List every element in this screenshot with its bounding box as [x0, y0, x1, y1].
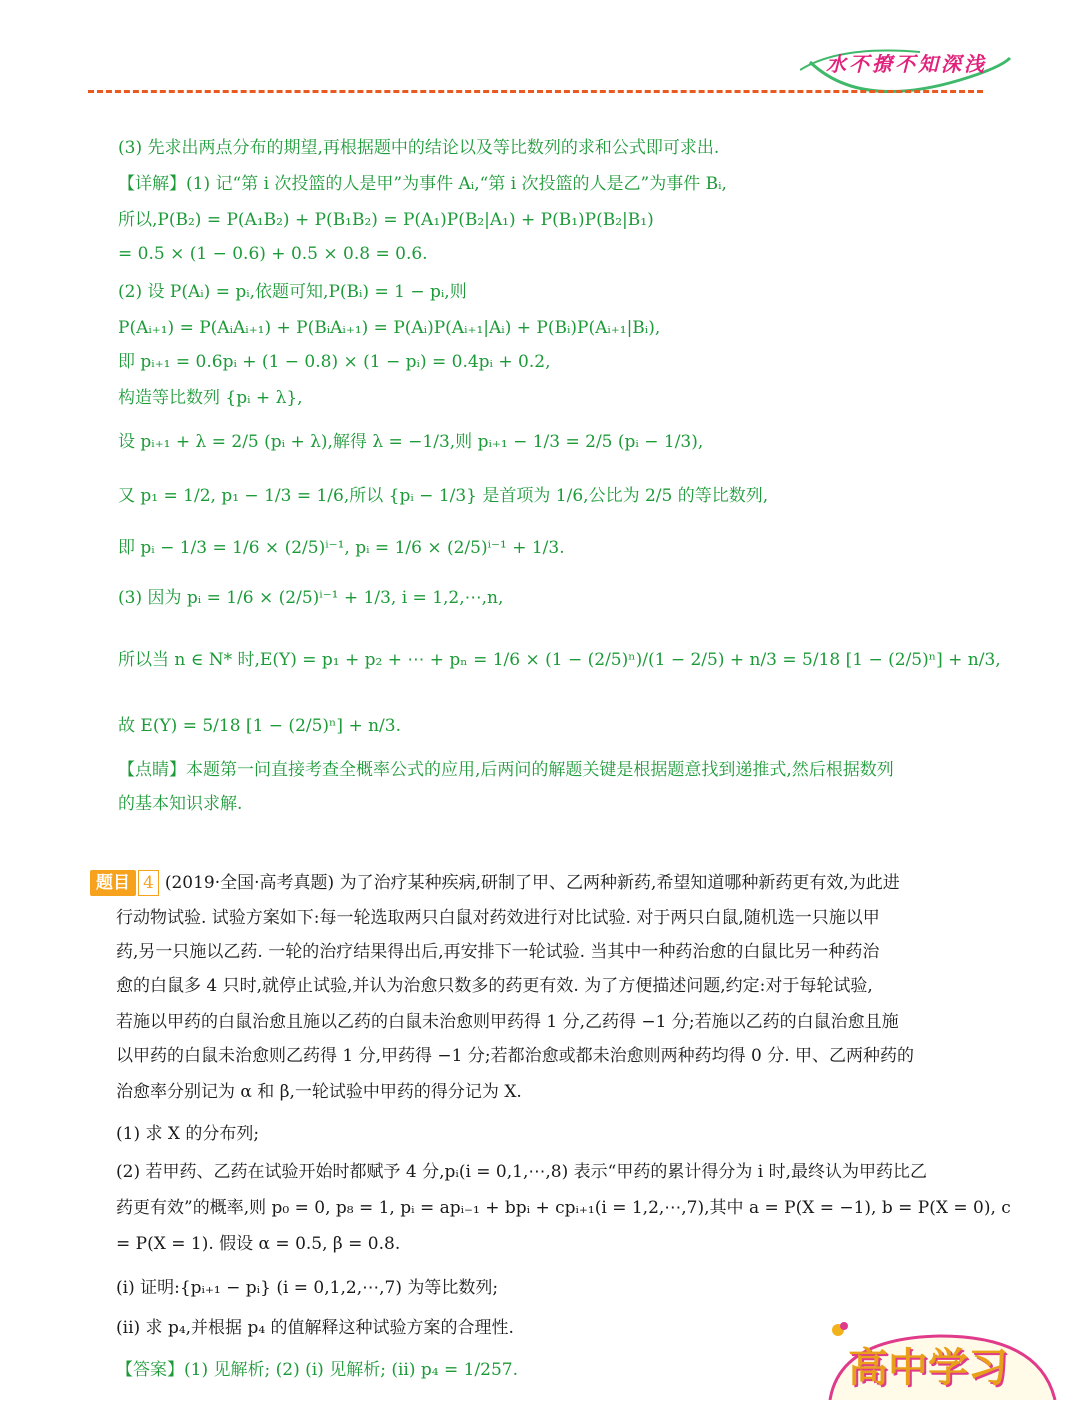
- problem-line: 愈的白鼠多 4 只时,就停止试验,并认为治愈只数多的药更有效. 为了方便描述问题,约定:对于每轮试验,: [116, 976, 873, 996]
- solution-line: 所以,P(B₂) = P(A₁B₂) + P(B₁B₂) = P(A₁)P(B₂|A₁) + P(B₁)P(B₂|B₁): [118, 210, 654, 230]
- problem-line: 若施以甲药的白鼠治愈且施以乙药的白鼠未治愈则甲药得 1 分,乙药得 −1 分;若施以乙药的白鼠治愈且施: [116, 1012, 899, 1032]
- problem-line: 以甲药的白鼠未治愈则乙药得 1 分,甲药得 −1 分;若都治愈或都未治愈则两种药均得 0 分. 甲、乙两种药的: [116, 1046, 915, 1066]
- solution-line: 【点睛】本题第一问直接考查全概率公式的应用,后两问的解题关键是根据题意找到递推式,然后根据数列: [118, 760, 894, 780]
- problem-line: (1) 求 X 的分布列;: [116, 1124, 260, 1144]
- solution-line: 故 E(Y) = 5/18 [1 − (2/5)ⁿ] + n/3.: [118, 716, 401, 736]
- problem-line: 行动物试验. 试验方案如下:每一轮选取两只白鼠对药效进行对比试验. 对于两只白鼠,随机选一只施以甲: [116, 908, 880, 928]
- bottom-stamp: [820, 1318, 1060, 1400]
- problem-line: (2) 若甲药、乙药在试验开始时都赋予 4 分,pᵢ(i = 0,1,⋯,8) 表示“甲药的累计得分为 i 时,最终认为甲药比乙: [116, 1162, 927, 1182]
- solution-line: 的基本知识求解.: [118, 794, 243, 814]
- answer-line: 【答案】(1) 见解析; (2) (i) 见解析; (ii) p₄ = 1/257.: [116, 1360, 519, 1380]
- problem-line: 药更有效”的概率,则 p₀ = 0, p₈ = 1, pᵢ = apᵢ₋₁ + bpᵢ + cpᵢ₊₁(i = 1,2,⋯,7),其中 a = P(X = −1), b = P(X = 0), c: [116, 1198, 1011, 1218]
- problem-line: (ii) 求 p₄,并根据 p₄ 的值解释这种试验方案的合理性.: [116, 1318, 514, 1338]
- solution-line: = 0.5 × (1 − 0.6) + 0.5 × 0.8 = 0.6.: [118, 244, 428, 264]
- stamp-text: 高中学习: [848, 1345, 1008, 1391]
- solution-line: 即 pᵢ₊₁ = 0.6pᵢ + (1 − 0.8) × (1 − pᵢ) = 0.4pᵢ + 0.2,: [118, 352, 551, 372]
- solution-line: P(Aᵢ₊₁) = P(AᵢAᵢ₊₁) + P(BᵢAᵢ₊₁) = P(Aᵢ)P(Aᵢ₊₁|Aᵢ) + P(Bᵢ)P(Aᵢ₊₁|Bᵢ),: [118, 318, 661, 338]
- problem-line: 药,另一只施以乙药. 一轮的治疗结果得出后,再安排下一轮试验. 当其中一种药治愈的白鼠比另一种药治: [116, 942, 880, 962]
- solution-line: 构造等比数列 {pᵢ + λ},: [118, 388, 303, 408]
- problem-first-line: [90, 870, 900, 896]
- problem-line: 治愈率分别记为 α 和 β,一轮试验中甲药的得分记为 X.: [116, 1082, 522, 1102]
- problem-line: = P(X = 1). 假设 α = 0.5, β = 0.8.: [116, 1234, 401, 1254]
- solution-line: (2) 设 P(Aᵢ) = pᵢ,依题可知,P(Bᵢ) = 1 − pᵢ,则: [118, 282, 467, 302]
- motto-text: 水不撩不知深浅: [826, 52, 987, 76]
- header-divider: [88, 90, 983, 93]
- problem-number: 4: [138, 870, 159, 896]
- solution-line: (3) 先求出两点分布的期望,再根据题中的结论以及等比数列的求和公式即可求出.: [118, 138, 720, 158]
- problem-line: (i) 证明:{pᵢ₊₁ − pᵢ} (i = 0,1,2,⋯,7) 为等比数列;: [116, 1278, 499, 1298]
- problem-line: (2019·全国·高考真题) 为了治疗某种疾病,研制了甲、乙两种新药,希望知道哪种新药更有效,为此进: [164, 873, 900, 893]
- solution-line: 所以当 n ∈ N* 时,E(Y) = p₁ + p₂ + ⋯ + pₙ = 1/6 × (1 − (2/5)ⁿ)/(1 − 2/5) + n/3 = 5/18 [1 − (2/5)ⁿ] + n/3,: [118, 650, 1001, 670]
- solution-line: 又 p₁ = 1/2, p₁ − 1/3 = 1/6,所以 {pᵢ − 1/3} 是首项为 1/6,公比为 2/5 的等比数列,: [118, 486, 769, 506]
- solution-line: 设 pᵢ₊₁ + λ = 2/5 (pᵢ + λ),解得 λ = −1/3,则 pᵢ₊₁ − 1/3 = 2/5 (pᵢ − 1/3),: [118, 432, 704, 452]
- solution-line: 【详解】(1) 记“第 i 次投篮的人是甲”为事件 Aᵢ,“第 i 次投篮的人是乙”为事件 Bᵢ,: [118, 174, 727, 194]
- solution-line: 即 pᵢ − 1/3 = 1/6 × (2/5)ⁱ⁻¹, pᵢ = 1/6 × (2/5)ⁱ⁻¹ + 1/3.: [118, 538, 565, 558]
- problem-badge: 题目: [90, 870, 136, 896]
- solution-line: (3) 因为 pᵢ = 1/6 × (2/5)ⁱ⁻¹ + 1/3, i = 1,2,⋯,n,: [118, 588, 504, 608]
